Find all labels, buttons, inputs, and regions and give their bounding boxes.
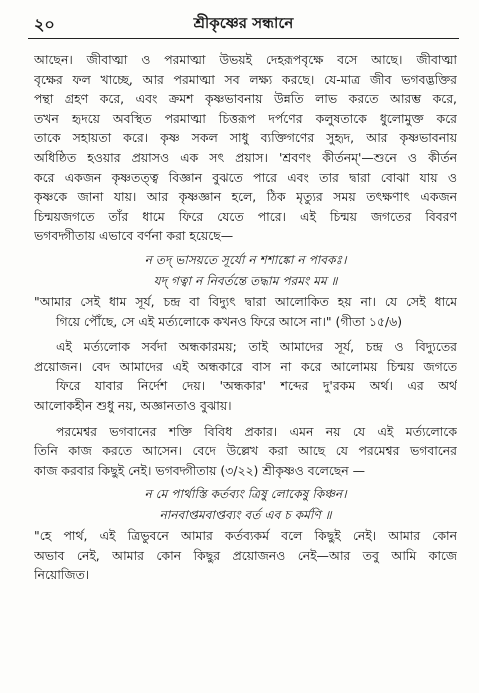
- text-line: পন্থা গ্রহণ করে, এবং ক্রমশ কৃষ্ণভাবনায় উন্নতি লাভ করতে আরম্ভ করে,: [34, 91, 457, 107]
- text-line: আছেন। জীবাত্মা ও পরমাত্মা উভয়ই দেহরূপবৃক্ষে বসে আছে। জীবাত্মা: [34, 52, 457, 67]
- text-line: নিয়োজিত।: [34, 567, 90, 583]
- text-line: তিনি কাজ করতে আসেন। বেদে উল্লেখ করা আছে যে পরমেশ্বর ভগবানের: [34, 443, 457, 459]
- paragraph: [34, 337, 457, 415]
- page-header: [28, 8, 459, 36]
- body-text: [34, 50, 457, 585]
- sanskrit-verse: [34, 484, 457, 526]
- text-line: করে একজন কৃষ্ণতত্ত্ব বিজ্ঞান বুঝতে পারে এবং তার দ্বারা বোঝা যায় ও: [34, 169, 457, 185]
- header-rule: [28, 38, 459, 39]
- text-line: বৃক্ষের ফল খাচ্ছে, আর পরমাত্মা সব লক্ষ্য করছে। যে-মাত্র জীব ভগবদ্ভক্তির: [34, 71, 457, 87]
- sanskrit-verse: [34, 250, 457, 292]
- text-line: প্রয়োজন। বেদ আমাদের এই অন্ধকারে বাস না করে আলোময় চিন্ময় জগতে: [34, 358, 457, 374]
- text-line: গিয়ে পৌঁছে, সে এই মর্ত্যলোকে কখনও ফিরে আসে না।" (গীতা ১৫/৬): [56, 313, 403, 329]
- text-line: চিন্ময়জগতে তাঁর ধামে ফিরে যেতে পারে। এই চিন্ময় জগতের বিবরণ: [34, 208, 457, 224]
- verse-translation: [34, 292, 457, 331]
- verse-translation: [34, 526, 457, 585]
- text-line: অধিষ্ঠিত হওয়ার প্রয়াসও এক সৎ প্রয়াস। 'শ্রবণং কীর্তনম্'—শুনে ও কীর্তন: [34, 149, 457, 165]
- verse-line: ন মে পার্থাস্তি কর্তব্যং ত্রিষু লোকেষু কিঞ্চন।: [144, 487, 347, 502]
- text-line: আলোকহীন শুধু নয়, অজ্ঞানতাও বুঝায়।: [34, 397, 232, 413]
- text-line: অভাব নেই, আমার কোন কিছুর প্রয়োজনও নেই—আর তবু আমি কাজে: [34, 547, 457, 563]
- verse-line: যদ্ গত্বা ন নিবর্তন্তে তদ্ধাম পরমং মম ॥: [153, 273, 338, 288]
- text-line: ভগবদ্গীতায় এভাবে বর্ণনা করা হয়েছে—: [34, 228, 234, 244]
- text-line: কাজ করবার কিছুই নেই। ভগবদ্গীতায় (৩/২২) শ্রীকৃষ্ণও বলেছেন —: [34, 462, 366, 478]
- text-line: ফিরে যাবার নির্দেশ দেয়। 'অন্ধকার' শব্দের দু'রকম অর্থ। এর অর্থ: [56, 378, 457, 394]
- text-line: পরমেশ্বর ভগবানের শক্তি বিবিধ প্রকার। এমন নয় যে এই মর্ত্যলোকে: [56, 423, 457, 439]
- text-line: এই মর্ত্যলোক সর্বদা অন্ধকারময়; তাই আমাদের সূর্য, চন্দ্র ও বিদ্যুতের: [56, 339, 457, 355]
- text-line: কৃষ্ণকে জানা যায়। আর কৃষ্ণজ্ঞান হলে, ঠিক মৃত্যুর সময় তৎক্ষণাৎ একজন: [34, 189, 457, 205]
- paragraph: [34, 50, 457, 246]
- running-head: শ্রীকৃষ্ণের সন্ধানে: [193, 14, 294, 32]
- text-line: তাকে সহায়তা করে। কৃষ্ণ সকল সাধু ব্যক্তিগণের সুহৃদ, আর কৃষ্ণভাবনায়: [34, 130, 457, 146]
- verse-line: নানবাপ্তমবাপ্তব্যং বর্ত এব চ কর্মণি ॥: [159, 508, 332, 523]
- verse-line: ন তদ্ ভাসয়তে সূর্যো ন শশাঙ্কো ন পাবকঃ।: [144, 252, 347, 267]
- text-line: তখন হৃদয়ে অবস্থিত পরমাত্মা চিত্তরূপ দর্পণের কলুষতাকে ধুলোমুক্ত করে: [34, 110, 457, 126]
- page-number: ২০: [34, 15, 55, 34]
- text-line: "হে পার্থ, এই ত্রিভুবনে আমার কর্তব্যকর্ম বলে কিছুই নেই। আমার কোন: [34, 528, 457, 544]
- text-line: "আমার সেই ধাম সূর্য, চন্দ্র বা বিদ্যুৎ দ্বারা আলোকিত হয় না। যে সেই ধামে: [34, 293, 457, 309]
- paragraph: [34, 422, 457, 481]
